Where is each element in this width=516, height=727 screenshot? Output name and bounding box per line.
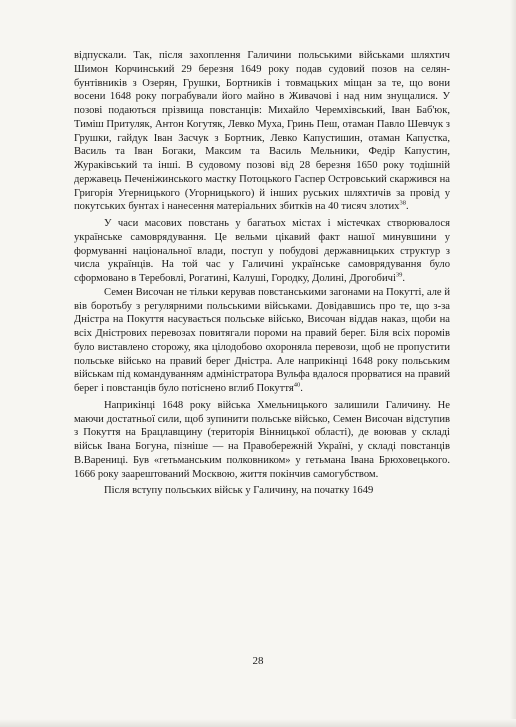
paragraph-5-text: Після вступу польських військ у Галичину, на початку 1649: [104, 485, 374, 497]
paragraph-1-text: відпускали. Так, після захоплення Галичини польськими військами шляхтич Шимон Корчинський 29 березня 1649 року подав судовий позов на селян- бунтівників з Озерян, Грушки, Бортників і товмацьких міщан за те, що вони восени 1648 року пограбували його майно в Живачові і над ним знущалися. У позові подаються прізвища повстанців: Михайло Черемхівський, Іван Баб'юк, Тиміш Притуляк, Антон Когутяк, Левко Муха, Гринь Пеш, отаман Павло Шевчук з Грушки, гайдук Іван Засчук з Бортник, Левко Капустишин, отаман Капустка, Василь та Іван Богаки, Максим та Василь Мельники, Федір Капустин, Жураківський та інші. В судовому позові від 28 березня 1650 року тодішній державець Печеніжинського мастку Потоцького Гаспер Островський скаржився на Григорія Угерницького (Угорницького) й інших руських шляхтичів за провід у покутських бунтах і нанесення матеріальних збитків на 40 тисяч злотих: [74, 50, 450, 213]
paragraph-1-tail: .: [405, 201, 409, 213]
footnote-ref-40: 40: [293, 381, 301, 389]
paragraph-2: [74, 217, 450, 286]
paragraph-4-text: Наприкінці 1648 року війська Хмельницького залишили Галичину. Не маючи достатньої сили, щоб зупинити польське військо, Семен Височан відступив з Покуття на Брацлавщину (територія Вінницької області), де воював у складі військ Івана Богуна, пізніше — на Правобережній Україні, у складі повстанців В.Варениці. Був «гетьманським полковником» у гетьмана Івана Брюховецького. 1666 року заарештований Москвою, життя покінчив самогубством.: [74, 399, 450, 480]
paragraph-2-text: У часи масових повстань у багатьох містах і містечках створювалося українське самоврядування. Це вельми цікавий факт нашої минувшини у формуванні національної влади, поступ у побудові державницьких структур з числа українців. На той час у Галичині українське самоврядування було сформовано в Теребовлі, Рогатині, Калуші, Городку, Долині, Дрогобичі: [74, 218, 450, 284]
paragraph-3: [74, 286, 450, 396]
paragraph-3-tail: .: [300, 383, 303, 394]
paragraph-4: [74, 399, 450, 482]
paragraph-2-tail: .: [402, 273, 406, 284]
footnote-ref-38: 38: [399, 199, 406, 207]
scan-edge-bottom: [0, 719, 516, 727]
body-text: [74, 49, 450, 498]
footnote-ref-39: 39: [395, 271, 403, 279]
scan-edge-right: [510, 0, 516, 727]
paragraph-5: [74, 484, 450, 498]
page-number: 28: [252, 655, 264, 667]
paragraph-1: [74, 49, 450, 214]
paragraph-3-text: Семен Височан не тільки керував повстанськими загонами на Покутті, але й вів боротьбу з регулярними польськими військами. Довідавшись про те, що з-за Дністра на Покуття насувається польське військо, Височан віддав наказ, щоби на всіх Дністрових перевозах повитягали пороми на правий берег. Біля всіх поромів було виставлено сторожу, яка цілодобово охороняла перевози, щоб не пропустити польське військо на правий берег Дністра. Але наприкінці 1648 року польським військам під командуванням адміністратора Вульфа вдалося прорватися на правий берег і повстанців було потіснено вглиб Покуття: [74, 286, 450, 394]
